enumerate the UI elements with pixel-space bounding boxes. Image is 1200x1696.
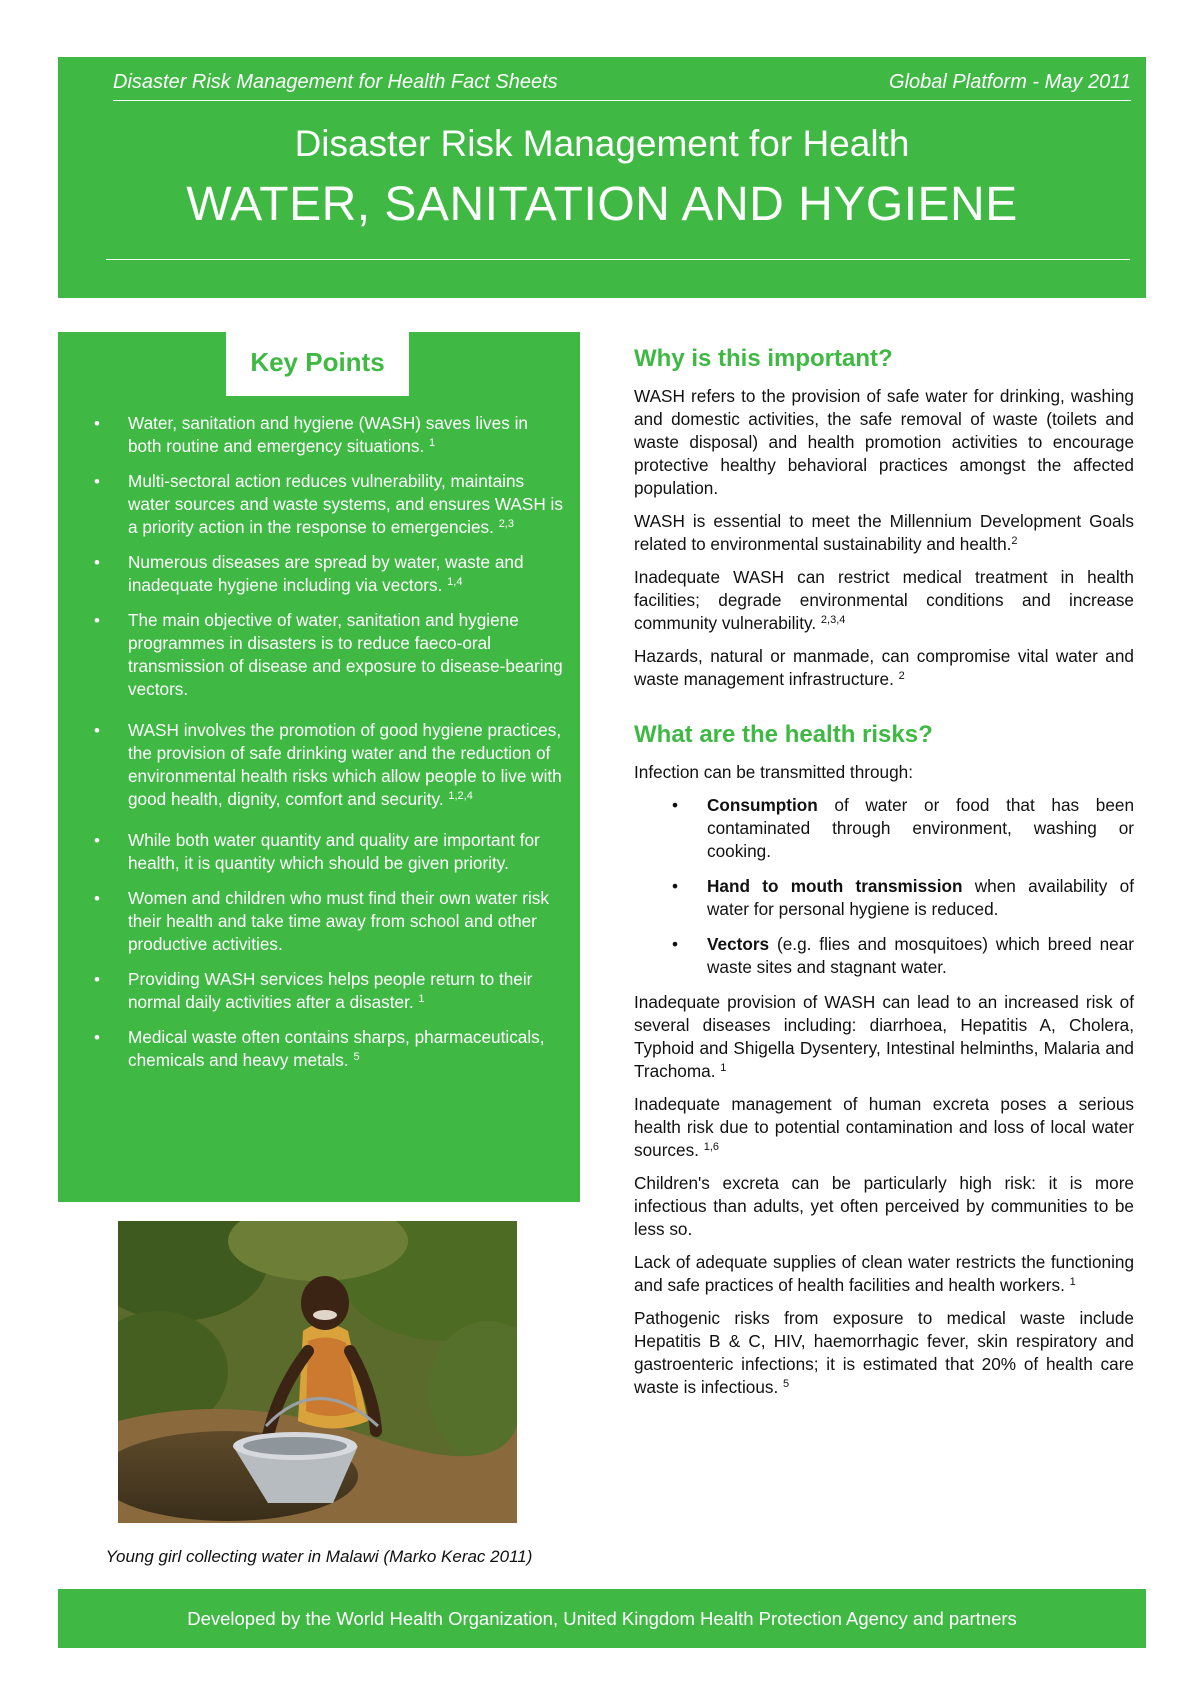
route-term: Vectors [707,934,770,954]
paragraph-text: Pathogenic risks from exposure to medical waste include Hepatitis B & C, HIV, haemorrhagic fever, skin respiratory and gastroenteric infections; it is estimated that 20% of health care waste is infectious. [634,1308,1134,1397]
reference-marker: 1,6 [703,1141,720,1153]
key-point-item [78,719,566,811]
key-point-text: The main objective of water, sanitation and hygiene programmes in disasters is to reduce faeco-oral transmission of disease and exposure to disease-bearing vectors. [128,610,563,699]
series-title: Disaster Risk Management for Health Fact Sheets [113,71,558,93]
reference-marker: 1 [428,437,436,449]
key-points-title: Key Points [226,332,409,396]
footer-credit: Developed by the World Health Organization, United Kingdom Health Protection Agency and partners [187,1608,1017,1629]
route-term: Hand to mouth transmission [707,876,963,896]
reference-marker: 1 [1069,1276,1076,1288]
paragraph-text: Lack of adequate supplies of clean water restricts the functioning and safe practices of health facilities and health workers. [634,1252,1134,1295]
reference-marker: 1,4 [447,576,463,588]
key-point-item [78,470,566,539]
key-point-item [78,829,566,875]
key-point-item [78,609,566,701]
reference-marker: 1,2,4 [448,790,473,802]
route-text: (e.g. flies and mosquitoes) which breed near waste sites and stagnant water. [707,934,1134,977]
key-point-item [78,968,566,1014]
paragraph-text: WASH is essential to meet the Millennium Development Goals related to environmental sustainability and health. [634,511,1134,554]
key-point-item [78,887,566,956]
risks-intro: Infection can be transmitted through: [634,762,913,782]
key-point-text: Multi-sectoral action reduces vulnerability, maintains water sources and waste systems, and ensures WASH is a priority action in the response to emergencies. [128,471,563,537]
route-text: of water or food that has been contaminated through environment, washing or cooking. [707,795,1134,861]
header-banner [58,57,1146,298]
why-important-heading: Why is this important? [634,345,893,372]
reference-marker: 5 [783,1378,790,1390]
key-point-item [78,412,566,458]
risks-paragraph [634,1307,1134,1399]
paragraph-text: Inadequate management of human excreta poses a serious health risk due to potential contamination and loss of local water sources. [634,1094,1134,1160]
reference-marker: 2,3 [498,518,514,530]
paragraph-text: Hazards, natural or manmade, can compromise vital water and waste management infrastructure. [634,646,1134,689]
why-paragraph [634,510,1134,556]
risks-paragraph [634,1172,1134,1241]
risks-paragraph [634,1251,1134,1297]
transmission-routes-list [634,794,1134,979]
key-points-box [58,332,580,1202]
header-divider [106,259,1130,260]
paragraph-text: Inadequate provision of WASH can lead to an increased risk of several diseases including: diarrhoea, Hepatitis A, Cholera, Typhoid and Shigella Dysentery, Intestinal helminths, Malaria and Trachoma. [634,992,1134,1081]
why-paragraph [634,566,1134,635]
reference-marker: 2,3,4 [820,614,846,626]
key-point-text: While both water quantity and quality are important for health, it is quantity which should be given priority. [128,830,540,873]
photo-caption: Young girl collecting water in Malawi (Marko Kerac 2011) [105,1547,533,1566]
photo-illustration [118,1221,517,1523]
reference-marker: 2 [1011,535,1018,547]
route-text: when availability of water for personal hygiene is reduced. [707,876,1135,919]
paragraph-text: Inadequate WASH can restrict medical treatment in health facilities; degrade environmental conditions and increase community vulnerability. [634,567,1134,633]
reference-marker: 2 [898,670,905,682]
why-paragraph [634,385,1134,500]
key-point-item [78,551,566,597]
risks-paragraph [634,1093,1134,1162]
reference-marker: 5 [353,1051,360,1063]
footer-banner [58,1589,1146,1648]
key-point-text: Numerous diseases are spread by water, waste and inadequate hygiene including via vectors. [128,552,524,595]
risks-paragraph [634,991,1134,1083]
reference-marker: 1 [418,993,425,1005]
key-point-text: Water, sanitation and hygiene (WASH) saves lives in both routine and emergency situations. [128,413,528,456]
health-risks-heading: What are the health risks? [634,721,933,748]
header-topline [113,70,1131,101]
key-point-item [78,1026,566,1072]
edition-label: Global Platform - May 2011 [889,71,1131,93]
key-point-text: Providing WASH services helps people return to their normal daily activities after a disaster. [128,969,533,1012]
key-points-list [78,412,566,1084]
why-paragraph [634,645,1134,691]
key-point-text: Medical waste often contains sharps, pharmaceuticals, chemicals and heavy metals. [128,1027,545,1070]
reference-marker: 1 [720,1062,727,1074]
main-content [634,345,1134,1409]
page-title: WATER, SANITATION AND HYGIENE [186,178,1018,231]
transmission-route-item [634,875,1134,921]
transmission-route-item [634,794,1134,863]
transmission-route-item [634,933,1134,979]
paragraph-text: WASH refers to the provision of safe water for drinking, washing and domestic activities, the safe removal of waste (toilets and waste disposal) and health promotion activities to encourage protective healthy behavioral practices amongst the affected population. [634,386,1134,498]
key-point-text: WASH involves the promotion of good hygiene practices, the provision of safe drinking water and the reduction of environmental health risks which allow people to live with good health, dignity, comfort and security. [128,720,562,809]
route-term: Consumption [707,795,818,815]
paragraph-text: Children's excreta can be particularly high risk: it is more infectious than adults, yet often perceived by communities to be less so. [634,1173,1134,1239]
page-subtitle: Disaster Risk Management for Health [294,123,910,164]
photo-girl-collecting-water [118,1221,517,1523]
key-point-text: Women and children who must find their own water risk their health and take time away from school and other productive activities. [128,888,549,954]
